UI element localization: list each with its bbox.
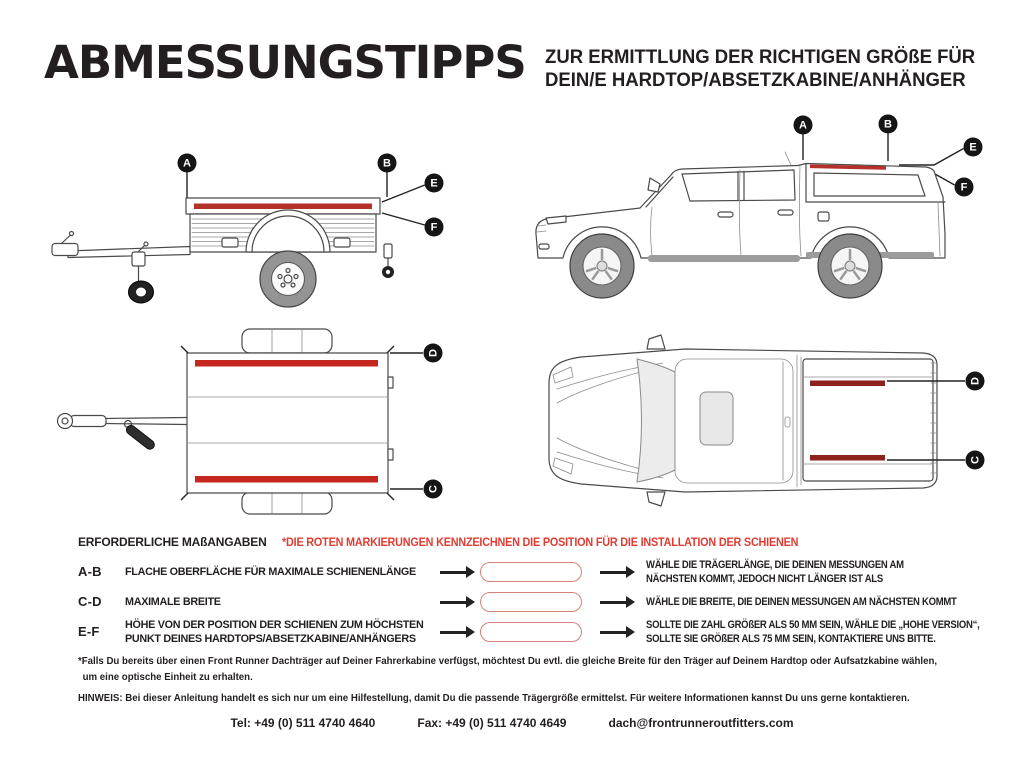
rail-position-stripe bbox=[195, 476, 378, 483]
hitch-coupler bbox=[70, 416, 106, 427]
front-wheel bbox=[570, 234, 634, 298]
arrow-right-icon bbox=[440, 631, 466, 634]
contact-tel: Tel: +49 (0) 511 4740 4640 bbox=[230, 716, 376, 730]
measure-input-cd[interactable] bbox=[480, 592, 582, 612]
svg-text:F: F bbox=[960, 181, 968, 194]
marker-a bbox=[178, 154, 197, 173]
marker-e bbox=[425, 174, 444, 193]
hinweis-note: HINWEIS: Bei dieser Anleitung handelt es sich nur um eine Hilfestellung, damit Du die passende Trägergröße ermittelst. Für weitere Informationen kannst Du uns gerne kontaktieren. bbox=[78, 692, 910, 704]
page-title: ABMESSUNGSTIPPS bbox=[44, 36, 526, 89]
result-line: SOLLTE SIE GRÖßER ALS 75 MM SEIN, KONTAKTIERE UNS BITTE. bbox=[646, 633, 936, 646]
marker-d bbox=[424, 344, 443, 363]
result-line: SOLLTE DIE ZAHL GRÖßER ALS 50 MM SEIN, WÄHLE DIE „HOHE VERSION“, bbox=[646, 619, 980, 632]
contact-bar bbox=[0, 716, 1024, 730]
rail-position-stripe bbox=[810, 381, 885, 387]
svg-text:E: E bbox=[969, 141, 977, 154]
windshield bbox=[637, 359, 675, 482]
hardtop-window bbox=[814, 173, 925, 196]
measurements-heading: ERFORDERLICHE MAßANGABEN bbox=[78, 535, 267, 549]
mirror-right bbox=[647, 492, 665, 506]
result-line: NÄCHSTEN KOMMT, JEDOCH NICHT LÄNGER IST ALS bbox=[646, 573, 883, 586]
measure-code-cd: C-D bbox=[78, 593, 102, 609]
trailer-hitch-coupler bbox=[52, 244, 78, 256]
trailer-box-top bbox=[187, 353, 388, 493]
page-subtitle bbox=[545, 46, 975, 92]
arrow-right-icon bbox=[440, 571, 466, 574]
trailer-side-view-diagram bbox=[40, 126, 480, 321]
marker-a bbox=[794, 116, 813, 135]
trailer-fender-left bbox=[242, 329, 332, 353]
measure-input-ef[interactable] bbox=[480, 622, 582, 642]
contact-email: dach@frontrunneroutfitters.com bbox=[608, 716, 794, 730]
measure-result-ef bbox=[646, 618, 1024, 646]
mirror-left bbox=[647, 335, 665, 349]
running-board bbox=[648, 255, 800, 262]
svg-text:C: C bbox=[427, 485, 440, 493]
trailer-drawbar bbox=[68, 247, 190, 258]
truck-top-view-diagram bbox=[535, 333, 1005, 508]
rear-wheel bbox=[818, 234, 882, 298]
measure-label-ab: FLACHE OBERFLÄCHE FÜR MAXIMALE SCHIENENLÄNGE bbox=[125, 566, 416, 579]
footnote-line-2: um eine optische Einheit zu erhalten. bbox=[82, 670, 253, 683]
marker-f bbox=[955, 178, 974, 197]
marker-e bbox=[964, 138, 983, 157]
measure-result-ab bbox=[646, 558, 1024, 586]
svg-text:C: C bbox=[969, 456, 982, 464]
result-line: WÄHLE DIE BREITE, DIE DEINEN MESSUNGEN AM NÄCHSTEN KOMMT bbox=[646, 596, 957, 609]
marker-d bbox=[966, 372, 985, 391]
headlight bbox=[546, 216, 566, 224]
measurements-heading-row bbox=[78, 535, 855, 549]
rail-position-stripe bbox=[810, 455, 885, 461]
marker-c bbox=[424, 480, 443, 499]
red-markings-note: *DIE ROTEN MARKIERUNGEN KENNZEICHNEN DIE POSITION FÜR DIE INSTALLATION DER SCHIENEN bbox=[281, 535, 798, 549]
measure-label-ef: HÖHE VON DER POSITION DER SCHIENEN ZUM HÖCHSTEN PUNKT DEINES HARDTOPS/ABSETZKABINE/ANHÄNGERS bbox=[125, 619, 424, 646]
leader-line-e bbox=[899, 149, 964, 166]
marker-b bbox=[378, 154, 397, 173]
subtitle-line-2: DEIN/E HARDTOP/ABSETZKABINE/ANHÄNGER bbox=[545, 69, 966, 91]
footnote-line-1: *Falls Du bereits über einen Front Runner Dachträger auf Deiner Fahrerkabine verfügst, möchtest Du evtl. die gleiche Breite für den Träger auf Deinem Hardtop oder Aufsatzkabine wählen, bbox=[78, 655, 938, 667]
measure-label-cd: MAXIMALE BREITE bbox=[125, 596, 221, 609]
footnote bbox=[78, 654, 1012, 686]
marker-b bbox=[879, 115, 898, 134]
svg-text:D: D bbox=[969, 377, 982, 385]
measure-code-ef: E-F bbox=[78, 623, 100, 639]
arrow-right-icon bbox=[600, 601, 626, 604]
trailer-fender-right bbox=[242, 492, 332, 514]
rail-position-stripe bbox=[195, 360, 378, 367]
side-mirror bbox=[648, 178, 660, 192]
subtitle-line-1: ZUR ERMITTLUNG DER RICHTIGEN GRÖßE FÜR bbox=[545, 46, 976, 68]
leader-line-e bbox=[382, 185, 425, 202]
svg-text:A: A bbox=[183, 157, 191, 170]
svg-text:D: D bbox=[427, 349, 440, 357]
marker-c bbox=[966, 451, 985, 470]
svg-text:E: E bbox=[430, 177, 438, 190]
arrow-right-icon bbox=[440, 601, 466, 604]
measure-code-ab: A-B bbox=[78, 563, 102, 579]
svg-text:F: F bbox=[430, 221, 438, 234]
measure-result-cd bbox=[646, 595, 1024, 609]
rail-position-stripe bbox=[194, 204, 372, 210]
svg-text:B: B bbox=[884, 118, 892, 131]
leader-line-f bbox=[382, 213, 425, 225]
svg-text:B: B bbox=[383, 157, 391, 170]
svg-text:A: A bbox=[799, 119, 807, 132]
contact-fax: Fax: +49 (0) 511 4740 4649 bbox=[417, 716, 567, 730]
hitch-handle bbox=[125, 424, 157, 451]
arrow-right-icon bbox=[600, 571, 626, 574]
sunroof bbox=[700, 392, 733, 445]
measurement-table bbox=[78, 558, 1008, 646]
trailer-top-view-diagram bbox=[40, 320, 480, 515]
measure-input-ab[interactable] bbox=[480, 562, 582, 582]
marker-f bbox=[425, 218, 444, 237]
antenna bbox=[785, 152, 791, 165]
arrow-right-icon bbox=[600, 631, 626, 634]
result-line: WÄHLE DIE TRÄGERLÄNGE, DIE DEINEN MESSUNGEN AM bbox=[646, 559, 904, 571]
truck-side-view-diagram bbox=[522, 108, 1002, 308]
